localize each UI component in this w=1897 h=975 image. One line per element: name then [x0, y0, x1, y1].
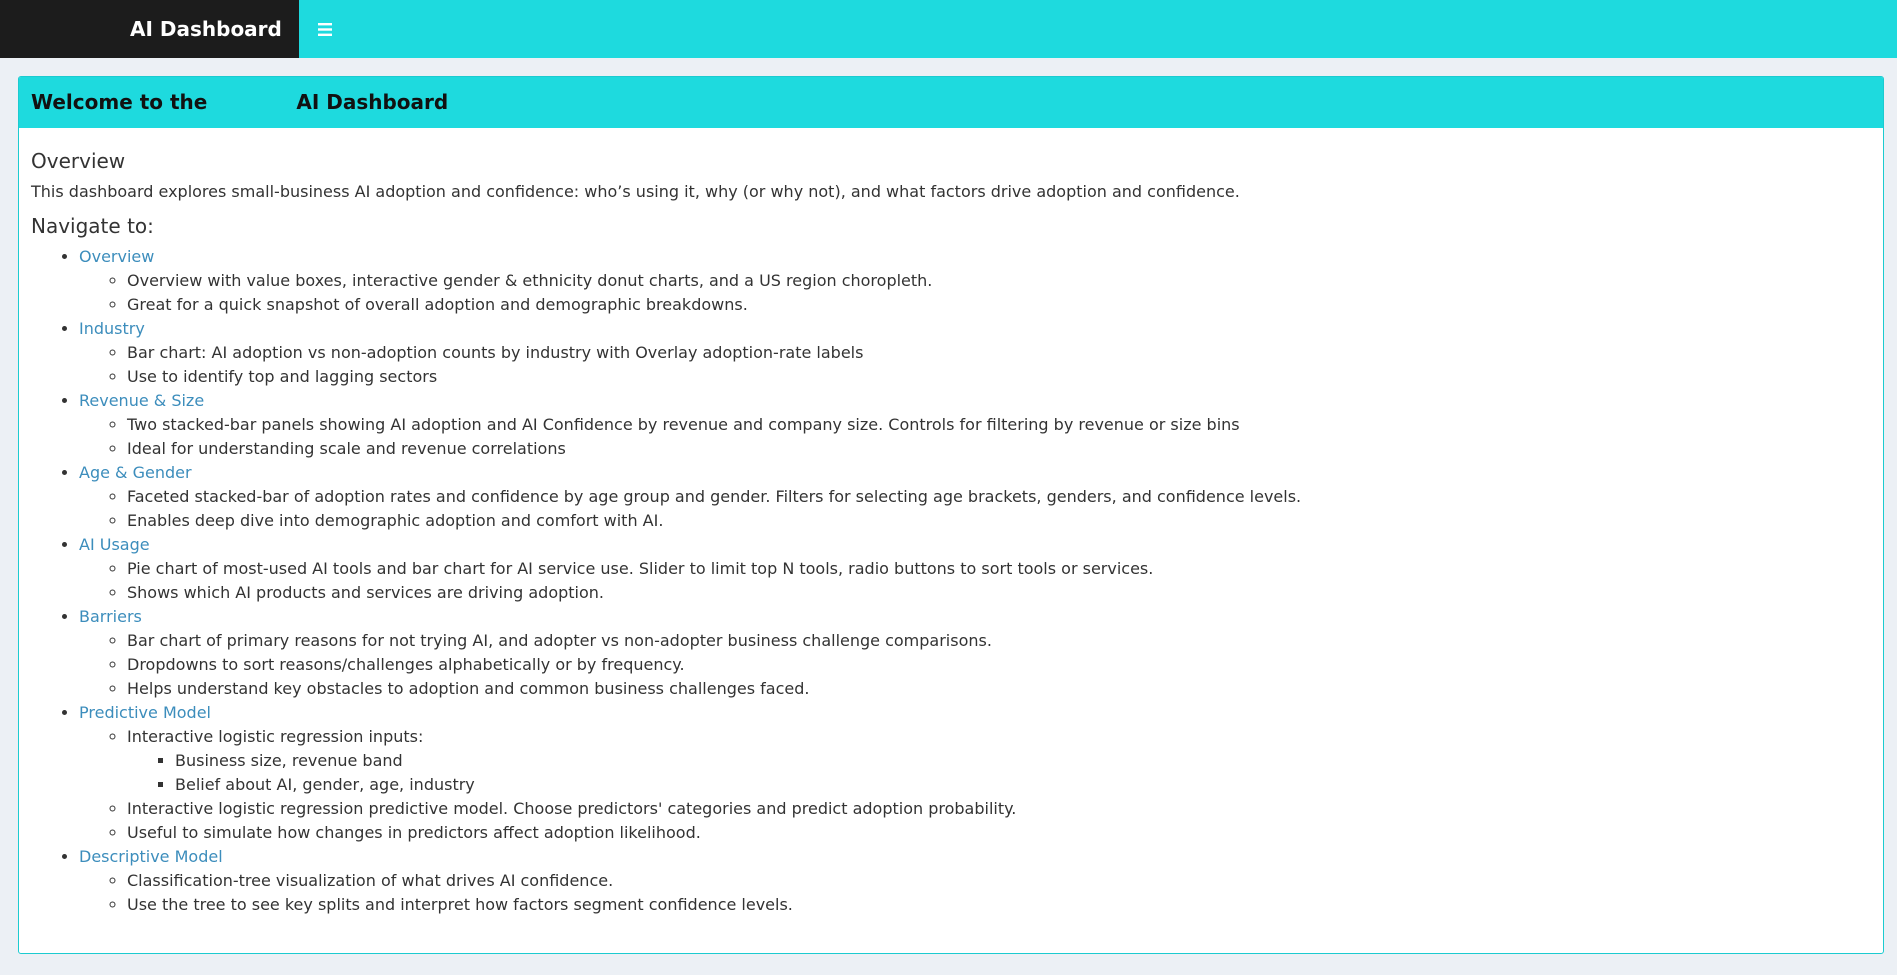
nav-item-industry [79, 317, 1871, 389]
nav-item-barriers [79, 605, 1871, 701]
navigation-list [31, 245, 1871, 917]
detail-item: ◦ Use the tree to see key splits and interpret how factors segment confidence levels. [127, 893, 1871, 917]
navigate-heading: Navigate to: [31, 214, 154, 238]
detail-item-text: Interactive logistic regression inputs: [127, 727, 424, 746]
link-ai-usage[interactable]: AI Usage [79, 535, 150, 554]
detail-list [79, 629, 1871, 701]
nav-item-revenue-size [79, 389, 1871, 461]
link-predictive-model[interactable]: Predictive Model [79, 703, 211, 722]
detail-item: ◦ Classification-tree visualization of what drives AI confidence. [127, 869, 1871, 893]
detail-list [79, 341, 1871, 389]
link-age-gender[interactable]: Age & Gender [79, 463, 192, 482]
detail-list [79, 557, 1871, 605]
link-barriers[interactable]: Barriers [79, 607, 142, 626]
detail-item: ◦ Pie chart of most-used AI tools and bar chart for AI service use. Slider to limit top N tools, radio buttons to sort tools or services. [127, 557, 1871, 581]
detail-item: ◦ Useful to simulate how changes in predictors affect adoption likelihood. [127, 821, 1871, 845]
hamburger-icon [317, 22, 333, 37]
detail-item: ◦ Shows which AI products and services are driving adoption. [127, 581, 1871, 605]
overview-heading: Overview [31, 149, 126, 173]
subdetail-item: ▪ Belief about AI, gender, age, industry [175, 773, 1871, 797]
link-descriptive-model[interactable]: Descriptive Model [79, 847, 223, 866]
detail-list [79, 725, 1871, 845]
nav-item-age-gender [79, 461, 1871, 533]
detail-item: ◦ Great for a quick snapshot of overall adoption and demographic breakdowns. [127, 293, 1871, 317]
detail-item [127, 725, 1871, 797]
nav-item-descriptive-model [79, 845, 1871, 917]
box-title-part2: AI Dashboard [296, 90, 449, 114]
link-industry[interactable]: Industry [79, 319, 145, 338]
nav-item-predictive-model [79, 701, 1871, 845]
detail-item: ◦ Dropdowns to sort reasons/challenges alphabetically or by frequency. [127, 653, 1871, 677]
detail-item: ◦ Overview with value boxes, interactive gender & ethnicity donut charts, and a US region choropleth. [127, 269, 1871, 293]
detail-list [79, 269, 1871, 317]
top-navbar [0, 0, 1897, 58]
subdetail-list [127, 749, 1871, 797]
nav-item-ai-usage [79, 533, 1871, 605]
detail-item: ◦ Faceted stacked-bar of adoption rates and confidence by age group and gender. Filters for selecting age brackets, genders, and confidence levels. [127, 485, 1871, 509]
detail-list [79, 485, 1871, 533]
nav-item-overview [79, 245, 1871, 317]
detail-item: ◦ Helps understand key obstacles to adoption and common business challenges faced. [127, 677, 1871, 701]
detail-item: ◦ Bar chart: AI adoption vs non-adoption counts by industry with Overlay adoption-rate labels [127, 341, 1871, 365]
sidebar-toggle-button[interactable] [299, 0, 351, 58]
intro-text: This dashboard explores small-business AI adoption and confidence: who’s using it, why (or why not), and what factors drive adoption and confidence. [31, 182, 1240, 201]
detail-item: ◦ Use to identify top and lagging sectors [127, 365, 1871, 389]
brand-logo[interactable]: AI Dashboard [0, 0, 299, 58]
link-revenue-size[interactable]: Revenue & Size [79, 391, 205, 410]
welcome-box [18, 76, 1884, 954]
detail-item: ◦ Bar chart of primary reasons for not trying AI, and adopter vs non-adopter business challenge comparisons. [127, 629, 1871, 653]
box-body [19, 128, 1883, 917]
detail-list [79, 869, 1871, 917]
box-title-part1: Welcome to the [31, 90, 208, 114]
detail-item: ◦ Enables deep dive into demographic adoption and comfort with AI. [127, 509, 1871, 533]
detail-item: ◦ Ideal for understanding scale and revenue correlations [127, 437, 1871, 461]
box-title [31, 77, 448, 128]
detail-list [79, 413, 1871, 461]
detail-item: ◦ Two stacked-bar panels showing AI adoption and AI Confidence by revenue and company size. Controls for filtering by revenue or size bins [127, 413, 1871, 437]
link-overview[interactable]: Overview [79, 247, 155, 266]
subdetail-item: ▪ Business size, revenue band [175, 749, 1871, 773]
box-header [19, 77, 1883, 128]
detail-item: ◦ Interactive logistic regression predictive model. Choose predictors' categories and predict adoption probability. [127, 797, 1871, 821]
